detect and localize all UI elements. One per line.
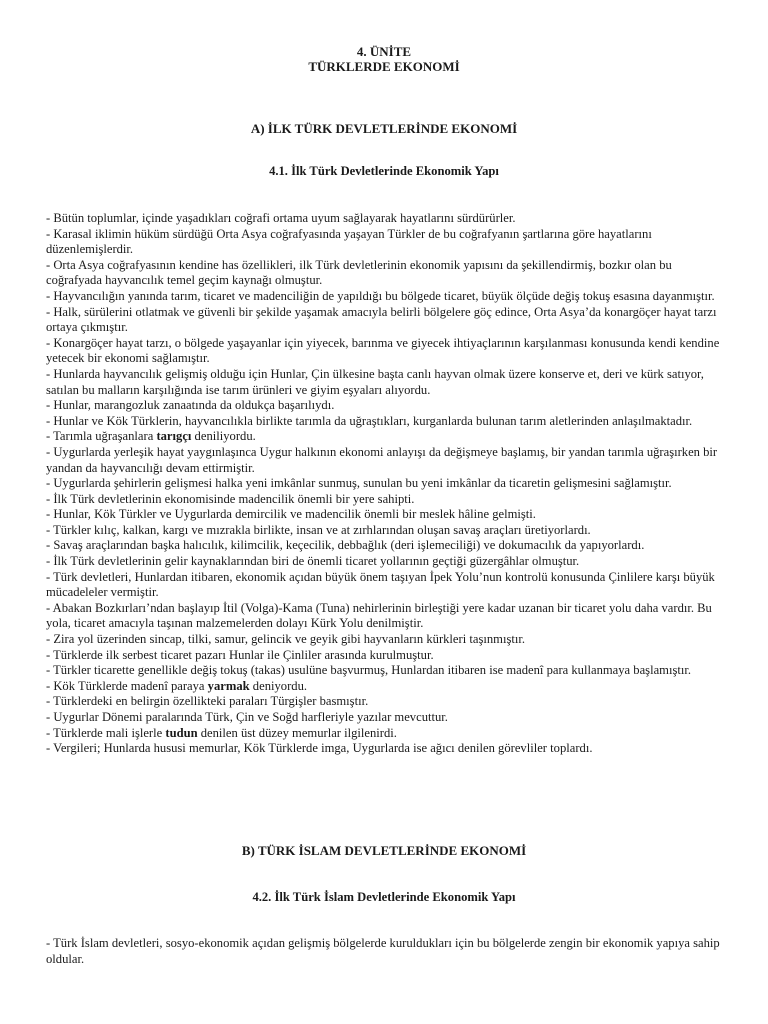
paragraph: - Orta Asya coğrafyasının kendine has özellikleri, ilk Türk devletlerinin ekonomik yapısını da şekillendirmiş, bozkır olan bu coğrafyada hayvancılık temel geçim kaynağı olmuştur. [46, 257, 672, 288]
paragraph: - Türk İslam devletleri, sosyo-ekonomik açıdan gelişmiş bölgelerde kuruldukları için bu bölgelerde zengin bir ekonomik yapıya sahip oldular. [46, 936, 720, 966]
section-b-subheading: 4.2. İlk Türk İslam Devletlerinde Ekonomik Yapı [252, 890, 516, 904]
paragraph: - İlk Türk devletlerinin ekonomisinde madencilik önemli bir yere sahipti. [46, 491, 415, 506]
paragraph-text: deniyordu. [249, 678, 308, 693]
paragraph: - Uygurlarda şehirlerin gelişmesi halka yeni imkânlar sunmuş, sunulan bu yeni imkânlar da ticaretin gelişmesini sağlamıştır. [46, 476, 672, 491]
paragraph [46, 429, 726, 445]
paragraph: - İlk Türk devletlerinin gelir kaynaklarından biri de önemli ticaret yollarının geçtiği güzergâhlar olmuştur. [46, 554, 580, 569]
unit-number: 4. ÜNİTE [356, 44, 412, 59]
section-a-body [46, 211, 726, 757]
section-b-body [46, 936, 726, 967]
paragraph: - Uygurlarda yerleşik hayat yaygınlaşınca Uygur halkının ekonomi anlayışı da değişmeye başlamış, bir yandan tarımla uğraşırken bir yandan da hayvancılığı devam ettirmiştir. [46, 444, 718, 475]
paragraph: - Uygurlar Dönemi paralarında Türk, Çin ve Soğd harfleriyle yazılar mevcuttur. [46, 710, 448, 724]
paragraph: - Türkler ticarette genellikle değiş tokuş (takas) usulüne başvurmuş, Hunlardan itibaren ise madenî para kullanmaya başlamıştır. [46, 663, 692, 678]
paragraph: - Bütün toplumlar, içinde yaşadıkları coğrafi ortama uyum sağlayarak hayatlarını sürdürürler. [46, 211, 516, 225]
term-tarigci: tarıgçı [156, 429, 192, 444]
paragraph: - Konargöçer hayat tarzı, o bölgede yaşayanlar için yiyecek, barınma ve giyecek ihtiyaçlarının karşılanması konusunda kendi kendine yetecek bir ekonomi sağlamıştır. [46, 335, 720, 366]
unit-title: TÜRKLERDE EKONOMİ [308, 59, 460, 74]
paragraph: - Hunlar, marangozluk zanaatında da oldukça başarılıydı. [46, 398, 335, 413]
paragraph-text: - Kök Türklerde madenî paraya [46, 678, 208, 693]
paragraph: - Vergileri; Hunlarda hususi memurlar, Kök Türklerde imga, Uygurlarda ise ağıcı denilen görevliler toplardı. [46, 741, 593, 756]
paragraph: - Hunlarda hayvancılık gelişmiş olduğu için Hunlar, Çin ülkesine başta canlı hayvan olmak üzere konserve et, deri ve kürk satıyor, satılan bu malların karşılığında ise tarım ürünleri ve giyim eşyaları alıyordu. [46, 366, 704, 397]
term-yarmak: yarmak [207, 678, 250, 693]
paragraph: - Hunlar, Kök Türkler ve Uygurlarda demircilik ve madencilik önemli bir meslek hâline gelmişti. [46, 507, 536, 522]
paragraph: - Karasal iklimin hüküm sürdüğü Orta Asya coğrafyasında yaşayan Türkler de bu coğrafyanın şartlarına göre hayatlarını düzenlemişlerdir. [46, 226, 652, 257]
paragraph: - Hayvancılığın yanında tarım, ticaret ve madenciliğin de yapıldığı bu bölgede ticaret, büyük ölçüde değiş tokuş esasına dayanmıştır. [46, 288, 715, 303]
paragraph [46, 679, 726, 695]
paragraph: - Savaş araçlarından başka halıcılık, kilimcilik, keçecilik, debbağlık (deri işlemeciliği) ve dokumacılık da yapıyorlardı. [46, 538, 645, 553]
paragraph: - Abakan Bozkırları’ndan başlayıp İtil (Volga)-Kama (Tuna) nehirlerinin birleştiği yere kadar uzanan bir ticaret yolu daha vardır. Bu yola, ticaret amacıyla taşınan malzemelerden dolayı Kürk Yolu denilmiştir. [46, 600, 712, 631]
section-a-subheading: 4.1. İlk Türk Devletlerinde Ekonomik Yapı [269, 164, 499, 178]
paragraph: - Hunlar ve Kök Türklerin, hayvancılıkla birlikte tarımla da uğraştıkları, kurganlarda bulunan tarım aletlerinden anlaşılmaktadır. [46, 413, 693, 428]
paragraph-text: - Türklerde mali işlerle [46, 725, 166, 740]
paragraph: - Türklerdeki en belirgin özellikteki paraları Türgişler basmıştır. [46, 694, 369, 709]
paragraph: - Türklerde ilk serbest ticaret pazarı Hunlar ile Çinliler arasında kurulmuştur. [46, 647, 434, 662]
term-tudun: tudun [165, 725, 198, 740]
paragraph: - Türk devletleri, Hunlardan itibaren, ekonomik açıdan büyük önem taşıyan İpek Yolu’nun kontrolü konusunda Çinlilere karşı büyük mücadeleler vermiştir. [46, 569, 715, 600]
paragraph-text: denilen üst düzey memurlar ilgilenirdi. [197, 725, 397, 740]
section-b-heading: B) TÜRK İSLAM DEVLETLERİNDE EKONOMİ [241, 843, 527, 858]
paragraph [46, 726, 726, 742]
paragraph: - Türkler kılıç, kalkan, kargı ve mızrakla birlikte, insan ve at zırhlarından oluşan savaş araçları üretiyorlardı. [46, 522, 591, 537]
section-a-heading: A) İLK TÜRK DEVLETLERİNDE EKONOMİ [250, 121, 518, 136]
paragraph-text: - Tarımla uğraşanlara [46, 429, 157, 444]
paragraph: - Zira yol üzerinden sincap, tilki, samur, gelincik ve geyik gibi hayvanların kürkleri taşınmıştır. [46, 632, 525, 647]
paragraph-text: deniliyordu. [191, 429, 256, 444]
paragraph: - Halk, sürülerini otlatmak ve güvenli bir şekilde yaşamak amacıyla belirli bölgelere göç edince, Orta Asya’da konargöçer hayat tarzı ortaya çıkmıştır. [46, 304, 717, 335]
